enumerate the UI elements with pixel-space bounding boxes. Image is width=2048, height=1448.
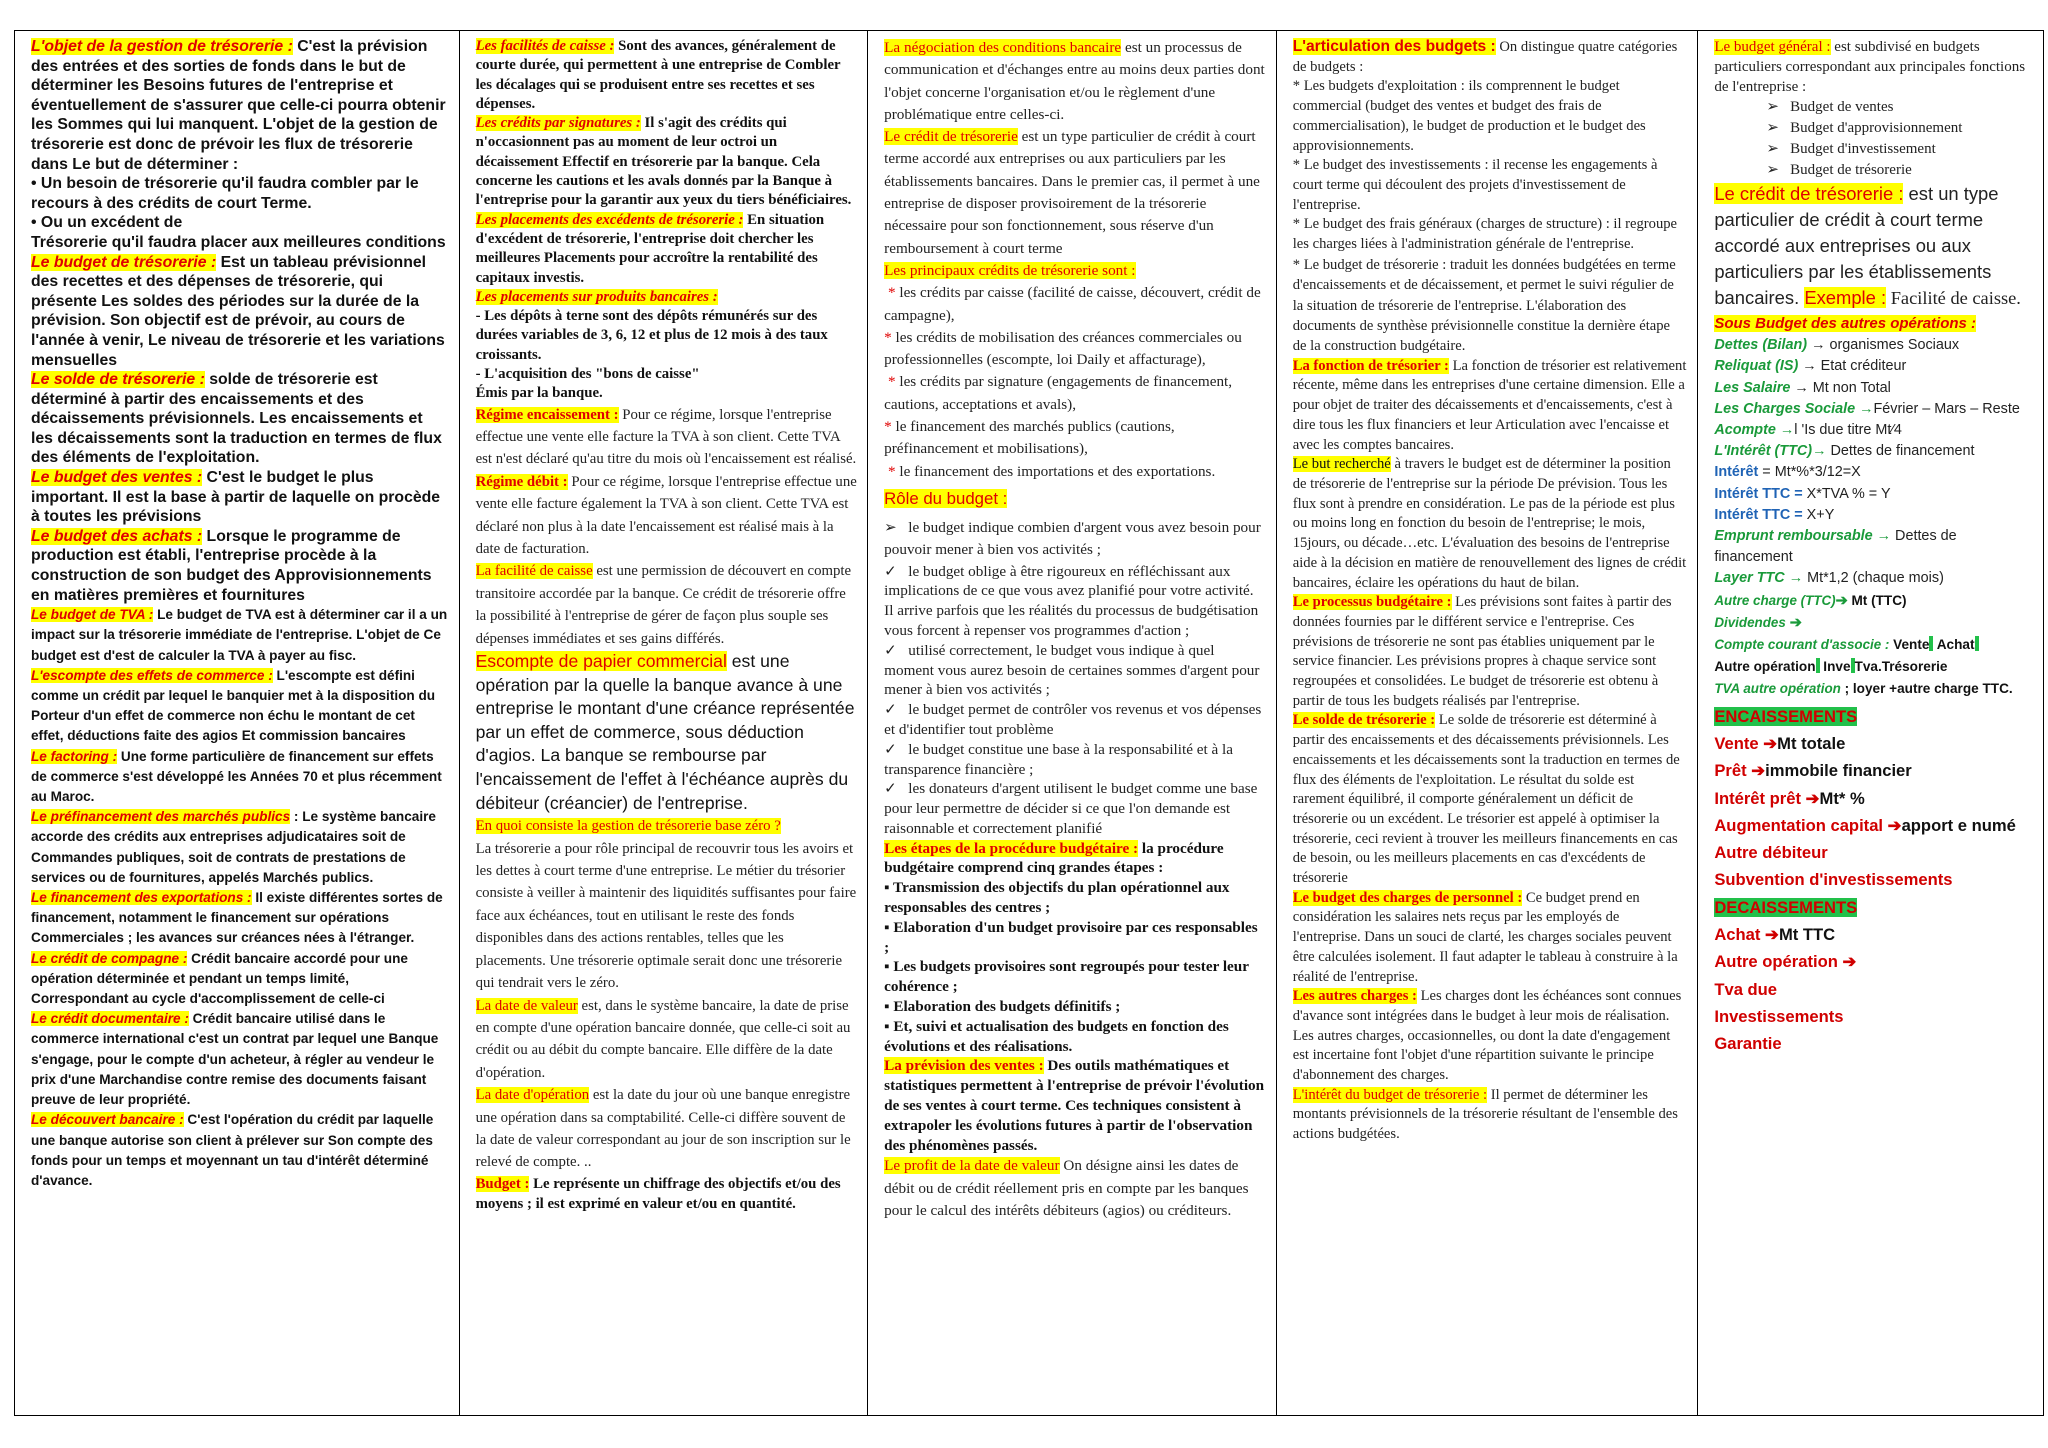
- entry-besoin: [31, 174, 449, 213]
- text-dettes: → organismes Sociaux: [1807, 337, 1960, 354]
- text-processus-budgetaire: Les prévisions sont faites à partir des données fournies par le différent service e l'entreprise. Ces prévisions de trésorerie ne sont pas établies uniquement par le service financier. Les prévisions propres à chaque service sont regroupées et consolidées. Le budget de trésorerie est obtenu à partir de tous les budgets réalisés par l'entreprise.: [1292, 594, 1672, 709]
- row-vente: [1714, 730, 2033, 757]
- text-inve: Inve: [1819, 659, 1851, 675]
- entry-role-heading: [884, 487, 1266, 511]
- row-pret: [1714, 757, 2033, 784]
- text-layer: Mt*1,2 (chaque mois): [1803, 570, 1944, 587]
- list-item: [884, 562, 1266, 641]
- text-budget-tva: Le budget de TVA est à déterminer car il a un impact sur la trésorerie immédiate de l'entreprise. L'objet de Ce budget est d'est de calculer la TVA à payer au fisc.: [31, 607, 448, 663]
- list-item: ➢ Budget d'investissement: [1766, 139, 2033, 160]
- list-item: [884, 740, 1266, 780]
- term-credit-tresorerie-5: Le crédit de trésorerie :: [1714, 183, 1904, 204]
- text-interet-1: = Mt*%*3/12=X: [1758, 464, 1861, 481]
- list-item: * le financement des importations et des exportations.: [884, 462, 1216, 480]
- text-articulation: On distingue quatre catégories de budgets :: [1292, 39, 1678, 75]
- entry-credit-compagne: [31, 949, 449, 1010]
- entry-credit-tresorerie-5: [1714, 181, 2033, 311]
- entry-factoring: [31, 747, 449, 808]
- text-budget-achats: Lorsque le programme de production est établi, l'entreprise procède à la construction de son budget des Approvisionnements en matières premières et fournitures: [31, 527, 432, 604]
- articulation-item-text: * Les budgets d'exploitation : ils comprennent le budget commercial (budget des ventes et budget des frais de commercialisation), le budget de production et le budget des approvisionnements.: [1292, 78, 1646, 154]
- entry-emis-banque: [476, 384, 858, 403]
- etape-item-text: ▪ Elaboration d'un budget provisoire par ces responsables ;: [884, 918, 1258, 956]
- text-interet-pret: Mt* %: [1819, 788, 1865, 808]
- entry-facilite-caisse: [476, 560, 858, 650]
- text-but-recherche: à travers le budget est de déterminer la position de trésorerie de l'entreprise sur la période De prévision. Tous les flux sont à prendre en considération. Le pas de la période est plus ou moins long en fonction du besoin de l'entreprise; le mois, 15jours, ou décade…etc. L'évaluation des besoins de l'entreprise aide à la décision en matière de renouvellement des lignes de crédit bancaires, éclaire les opérations du haut de bilan.: [1292, 456, 1687, 591]
- text-prevision-ventes: Des outils mathématiques et statistiques permettent à l'entreprise de prévoir l'évolution de ses ventes à court terme. Ces techniques consistent à extrapoler les évolutions futures à partir de l'observation des phénomènes passés.: [884, 1057, 1265, 1154]
- text-interet-2: X*TVA % = Y: [1802, 485, 1891, 502]
- text-pret: immobile financier: [1765, 761, 1912, 781]
- arrow-right-icon: ➔: [1765, 925, 1779, 945]
- arrow-right-icon: ➔: [1751, 761, 1766, 781]
- etape-item-text: ▪ Les budgets provisoires sont regroupés pour tester leur cohérence ;: [884, 958, 1249, 996]
- list-item: [884, 1017, 1266, 1057]
- role-item-text: le budget permet de contrôler vos revenus et vos dépenses et d'identifier tout problème: [884, 701, 1262, 738]
- entry-decouvert-bancaire: [31, 1110, 449, 1191]
- entry-etapes: [884, 839, 1266, 879]
- role-item-text: les donateurs d'argent utilisent le budget comme une base pour leur permettre de décider si ce que l'on demande est raisonnable et correctement planifié: [884, 780, 1258, 837]
- text-interet-ttc: Dettes de financement: [1826, 443, 1975, 460]
- arrow-right-icon: ➔: [1835, 592, 1848, 609]
- entry-date-operation: [476, 1084, 858, 1174]
- text-cca-vente: Vente: [1889, 637, 1930, 653]
- text-objet-gestion: C'est la prévision des entrées et des sorties de fonds dans le but de déterminer les Besoins futures de l'entreprise et éventuellement de s'assurer que celle-ci pourra obtenir les Sommes qui lui manquent. L'objet de la gestion de trésorerie est donc de prévoir les flux de trésorerie dans Le but de déterminer :: [31, 38, 446, 173]
- term-negociation: La négociation des conditions bancaire: [884, 39, 1122, 56]
- term-credits-signatures: Les crédits par signatures :: [475, 115, 641, 132]
- entry-solde-tresorerie: [31, 370, 449, 468]
- principal-item-text: le financement des importations et des exportations.: [899, 462, 1216, 480]
- text-financement-exportations: Il existe différentes sortes de financement, notamment le financement sur opérations Commerciales ; les avances sur créances nées à l'étranger.: [31, 890, 443, 946]
- row-emprunt: [1714, 526, 2033, 568]
- articulation-item-text: * Le budget de trésorerie : traduit les données budgétées en terme d'encaissements et de décaissement, et permet le suivi régulier de la situation de trésorerie de l'entreprise. L'élaboration des documents de synthèse prévisionnelle constitue la dernière étape de la construction budgétaire.: [1292, 256, 1676, 355]
- articulation-item-text: * Le budget des investissements : il recense les engagements à court terme qui découlent des projets d'investissement de l'entreprise.: [1292, 157, 1658, 213]
- term-budget-tresorerie: Le budget de trésorerie :: [31, 253, 217, 271]
- entry-negociation: [884, 37, 1266, 126]
- entry-date-valeur: [476, 995, 858, 1085]
- list-item: * les crédits par signature (engagements de financement, cautions, acceptations et avals),: [884, 373, 1233, 413]
- term-budget-general: Le budget général :: [1714, 39, 1831, 55]
- text-budget-tresorerie: Est un tableau prévisionnel des recettes et des dépenses de trésorerie, qui présente Les soldes des périodes sur la durée de la prévision. Son objectif est de prévoir, au cours de l'année à venir, Le niveau de trésorerie et les variations mensuelles: [31, 253, 445, 369]
- check-icon: ✓: [884, 562, 897, 580]
- entry-budget-tva: [31, 605, 449, 666]
- check-icon: ✓: [884, 780, 897, 798]
- text-augmentation-capital: apport e numé: [1901, 815, 2016, 835]
- text-tva-tresorerie: Tva.Trésorerie: [1854, 659, 1948, 675]
- term-budget-tva: Le budget de TVA :: [31, 607, 154, 623]
- etape-item-text: ▪ Et, suivi et actualisation des budgets en fonction des évolutions et des réalisations.: [884, 1017, 1229, 1055]
- principal-item-text: les crédits par caisse (facilité de caisse, découvert, crédit de campagne),: [884, 284, 1261, 324]
- entry-bons-caisse: [476, 365, 858, 384]
- arrow-right-icon: ➔: [1789, 614, 1802, 631]
- term-acompte: Acompte: [1714, 422, 1776, 439]
- text-zero: La trésorerie a pour rôle principal de recouvrir tous les avoirs et les dettes à court terme d'une entreprise. Le métier du trésorier consiste à veiller à maintenir des liquidités suffisantes pour faire face aux échéances, tout en utilisant le reste des fonds disponibles dans des actions rentables, telles que les placements. Une trésorerie optimale serait donc une trésorerie qui tendrait vers le zéro.: [475, 840, 857, 992]
- term-vente: Vente: [1714, 733, 1764, 753]
- term-facilites-caisse: Les facilités de caisse :: [475, 38, 615, 54]
- text-tva-autre: ; loyer +autre charge TTC.: [1840, 681, 2013, 697]
- term-objet-gestion: L'objet de la gestion de trésorerie :: [31, 38, 293, 55]
- term-emprunt: Emprunt remboursable: [1714, 528, 1873, 545]
- row-layer: [1714, 568, 2033, 589]
- term-charges-personnel: Le budget des charges de personnel :: [1292, 889, 1523, 906]
- text-tresorerie-placer: Trésorerie qu'il faudra placer aux meilleures conditions: [31, 233, 446, 251]
- list-item: [884, 700, 1266, 740]
- text-credit-compagne: Crédit bancaire accordé pour une opération déterminée et pendant un temps limité, Correspondant au cycle d'accomplissement de celle-ci: [31, 950, 408, 1007]
- term-regime-debit: Régime débit :: [475, 473, 568, 490]
- role-list: [884, 517, 1266, 839]
- text-interet-budget: Il permet de déterminer les montants prévisionnels de la trésorerie résultant de l'ensemble des actions budgétées.: [1292, 1086, 1678, 1143]
- row-acompte: [1714, 420, 2033, 441]
- text-depots-terme: - Les dépôts à terne sont des dépôts rémunérés sur des durées variables de 3, 6, 12 et plus de 12 mois à des taux croissants.: [475, 308, 828, 363]
- budget-general-list: [1714, 97, 2033, 181]
- entry-regime-encaissement: [476, 404, 858, 471]
- text-factoring: Une forme particulière de financement sur effets de commerce s'est développé les Années 70 et plus récemment au Maroc.: [31, 748, 442, 805]
- text-exemple: Facilité de caisse.: [1886, 288, 2021, 308]
- row-subvention: Subvention d'investissements: [1714, 870, 1953, 890]
- term-budget-ventes: Le budget des ventes :: [31, 469, 203, 487]
- term-interet-budget: L'intérêt du budget de trésorerie :: [1292, 1086, 1488, 1103]
- term-regime-encaissement: Régime encaissement :: [475, 406, 619, 423]
- heading-role-budget: Rôle du budget :: [884, 488, 1008, 508]
- list-item: * le financement des marchés publics (cautions, préfinancement et mobilisations),: [884, 418, 1175, 458]
- text-prefinancement: : Le système bancaire accorde des crédits aux entreprises adjudicataires soit de Commandes publiques, soit de contrats de prestations de services ou de fournitures, appelés Marchés publics.: [31, 809, 436, 885]
- term-budget: Budget :: [475, 1175, 530, 1192]
- text-credit-documentaire: Crédit bancaire utilisé dans le commerce international c'est un contrat par lequel une Banque s'engage, pour le compte d'un acheteur, à régler au vendeur le prix d'une Marchandise contre remise des documents faisant preuve de leur propriété.: [31, 1011, 439, 1108]
- text-bons-caisse: - L'acquisition des "bons de caisse": [475, 366, 700, 383]
- term-but-recherche: Le but recherché: [1292, 456, 1391, 473]
- arrow-right-icon: ➔: [1805, 788, 1820, 808]
- text-charges-personnel: Ce budget prend en considération les salaires nets reçus par les employés de l'entreprise. Dans un souci de clarté, les charges sociales peuvent être calculées isolement. Il faut adapter le tableau à construire à la réalité de l'entreprise.: [1292, 889, 1678, 985]
- term-interet-3: Intérêt TTC =: [1714, 506, 1803, 523]
- term-tva-autre: TVA autre opération: [1714, 681, 1841, 697]
- term-profit-date-valeur: Le profit de la date de valeur: [884, 1157, 1060, 1175]
- entry-processus-budgetaire: [1293, 593, 1688, 711]
- role-item-text: le budget oblige à être rigoureux en réfléchissant aux implications de ce que vous avez planifié pour votre activité. Il arrive parfois que les réalités du processus de budgétisation vous forcent à repenser vos programmes d'action ;: [884, 562, 1259, 639]
- column-5: [1698, 31, 2043, 1415]
- entry-credit-tresorerie: [884, 126, 1266, 260]
- term-budget-achats: Le budget des achats :: [31, 527, 203, 545]
- entry-financement-exportations: [31, 888, 449, 949]
- entry-placements-excedents: [476, 211, 858, 288]
- entry-placements-produits: [476, 288, 858, 307]
- entry-fonction-tresorier: [1293, 357, 1688, 456]
- row-dettes: [1714, 335, 2033, 356]
- label-decaissements: DECAISSEMENTS: [1714, 897, 1858, 917]
- entry-escompte-effets: [31, 666, 449, 747]
- row-interet-formula-1: [1714, 462, 2033, 483]
- heading-encaissements: [1714, 703, 2033, 730]
- text-budget-ventes: C'est le budget le plus important. Il est la base à partir de laquelle on procède à toutes les prévisions: [31, 469, 441, 526]
- term-credit-compagne: Le crédit de compagne :: [31, 950, 188, 966]
- articulation-item-text: * Le budget des frais généraux (charges de structure) : il regroupe les charges liées à l'administration générale de l'entreprise.: [1292, 216, 1678, 253]
- text-autre-charge: Mt (TTC): [1847, 592, 1907, 608]
- check-icon: ✓: [884, 641, 897, 659]
- text-vente: Mt totale: [1777, 733, 1846, 753]
- list-item: ➢ Budget d'approvisionnement: [1766, 118, 2033, 139]
- text-budget-general: est subdivisé en budgets particuliers correspondant aux principales fonctions de l'entreprise :: [1714, 39, 2026, 95]
- role-item-text: utilisé correctement, le budget vous indique à quel moment vous aurez besoin de certaines sommes d'argent pour mener à bien vos activités ;: [884, 641, 1260, 699]
- entry-budget-ventes: [31, 468, 449, 527]
- term-date-operation: La date d'opération: [475, 1087, 590, 1104]
- term-solde-tresorerie: Le solde de trésorerie :: [31, 371, 205, 389]
- arrow-right-icon: →: [1775, 422, 1795, 439]
- term-placements-produits: Les placements sur produits bancaires :: [475, 288, 718, 305]
- entry-budget: [476, 1174, 858, 1215]
- entry-charges-personnel: [1293, 889, 1688, 988]
- row-dividendes: [1714, 612, 2033, 634]
- role-item-text: le budget constitue une base à la responsabilité et à la transparence financière ;: [884, 740, 1234, 778]
- term-etapes: Les étapes de la procédure budgétaire :: [884, 839, 1139, 857]
- text-negociation: est un processus de communication et d'échanges entre au moins deux parties dont l'objet concerne l'organisation et/ou le règlement d'une problématique entre celles-ci.: [884, 39, 1265, 123]
- row-autre-operation-dec: [1714, 948, 2033, 975]
- entry-budget-general: [1714, 37, 2033, 97]
- row-reliquat: [1714, 356, 2033, 377]
- text-budget: Le représente un chiffrage des objectifs et/ou des moyens ; il est exprimé en valeur et/ou en quantité.: [475, 1175, 841, 1213]
- text-acompte: l 'Is due titre Mt⁄4: [1794, 422, 1902, 439]
- text-decouvert-bancaire: C'est l'opération du crédit par laquelle une banque autorise son client à prélever sur Son compte des fonds pour un temps et moyennant un tau d'intérêt déterminé d'avance.: [31, 1112, 434, 1188]
- row-achat: [1714, 921, 2033, 948]
- entry-budget-achats: [31, 527, 449, 605]
- row-autre-debiteur: Autre débiteur: [1714, 843, 1828, 863]
- list-item: [884, 878, 1266, 918]
- term-date-valeur: La date de valeur: [475, 997, 578, 1014]
- term-interet-pret: Intérêt prêt: [1714, 788, 1806, 808]
- entry-prefinancement: [31, 807, 449, 888]
- entry-zero-text: [476, 838, 858, 995]
- check-icon: ✓: [884, 701, 897, 719]
- text-date-valeur: est, dans le système bancaire, la date de prise en compte d'une opération bancaire donnée, que celle-ci soit au crédit ou au débit du compte bancaire. Elle diffère de la date d'opération.: [475, 997, 851, 1081]
- text-date-operation: est la date du jour où une banque enregistre une opération dans sa comptabilité. Celle-ci diffère souvent de la date de valeur correspondant au jour de son inscription sur le relevé de compte. ..: [475, 1087, 851, 1171]
- principal-item-text: les crédits par signature (engagements de financement, cautions, acceptations et avals),: [884, 373, 1233, 413]
- arrow-bullet-icon: ➢: [884, 518, 897, 536]
- term-autres-charges: Les autres charges :: [1292, 988, 1417, 1005]
- column-2: [460, 31, 869, 1415]
- list-item: * les crédits de mobilisation des créances commerciales ou professionnelles (escompte, loi Daily et affacturage),: [884, 328, 1242, 369]
- term-factoring: Le factoring :: [31, 748, 118, 764]
- text-charges-sociales: Février – Mars – Reste: [1873, 400, 2020, 417]
- term-reliquat: Reliquat (IS): [1714, 358, 1799, 375]
- row-tva-due: Tva due: [1714, 979, 1778, 999]
- text-regime-encaissement: Pour ce régime, lorsque l'entreprise effectue une vente elle facture la TVA à son client. Cette TVA est n'est déclaré qu'au titre du mois où l'encaissement est réalisé.: [475, 406, 857, 468]
- entry-credits-signatures: [476, 114, 858, 210]
- entry-budget-tresorerie: [31, 253, 449, 371]
- term-autre-charge: Autre charge (TTC): [1714, 592, 1836, 608]
- entry-prevision-ventes: [884, 1056, 1266, 1155]
- text-besoin: • Un besoin de trésorerie qu'il faudra combler par le recours à des crédits de court Terme.: [31, 175, 419, 212]
- term-processus-budgetaire: Le processus budgétaire :: [1292, 594, 1452, 611]
- row-interet-formula-2: [1714, 484, 2033, 505]
- term-facilite-caisse: La facilité de caisse: [475, 563, 593, 580]
- arrow-right-icon: →: [1784, 570, 1804, 587]
- list-item: [884, 997, 1266, 1017]
- term-prevision-ventes: La prévision des ventes :: [884, 1057, 1044, 1075]
- encaissements-block: [1714, 703, 2033, 1058]
- cheat-sheet-table: [14, 30, 2044, 1416]
- entry-solde-tresorerie-2: [1293, 711, 1688, 888]
- text-reliquat: → Etat créditeur: [1798, 358, 1907, 375]
- row-interet-pret: [1714, 785, 2033, 812]
- term-layer: Layer TTC: [1714, 570, 1785, 587]
- row-charges-sociales: [1714, 399, 2033, 420]
- term-sous-budget: Sous Budget des autres opérations :: [1714, 315, 1977, 332]
- term-pret: Prêt: [1714, 761, 1752, 781]
- term-achat: Achat: [1714, 925, 1766, 945]
- term-articulation: L'articulation des budgets :: [1292, 38, 1496, 55]
- list-item: [1293, 255, 1688, 357]
- principal-item-text: le financement des marchés publics (cautions, préfinancement et mobilisations),: [884, 418, 1175, 458]
- term-interet-1: Intérêt: [1714, 464, 1759, 481]
- row-salaire: [1714, 378, 2033, 399]
- entry-regime-debit: [476, 471, 858, 561]
- term-salaire: Les Salaire: [1714, 379, 1791, 396]
- term-charges-sociales: Les Charges Sociale: [1714, 400, 1856, 417]
- term-financement-exportations: Le financement des exportations :: [31, 890, 252, 906]
- etape-item-text: ▪ Transmission des objectifs du plan opérationnel aux responsables des centres ;: [884, 879, 1230, 917]
- term-solde-tresorerie-2: Le solde de trésorerie :: [1292, 712, 1436, 729]
- text-salaire: → Mt non Total: [1790, 379, 1891, 396]
- row-autre-charge: [1714, 590, 2033, 612]
- principal-item-text: les crédits de mobilisation des créances commerciales ou professionnelles (escompte, loi Daily et affacturage),: [884, 328, 1242, 369]
- text-facilite-caisse: est une permission de découvert en compte transitoire accordée par la banque. Ce crédit de trésorerie offre la possibilité à l'entreprise de gérer de façon plus souple ses dépenses immédiates et ses gains différés.: [475, 563, 852, 647]
- list-item: [1293, 156, 1688, 215]
- text-autres-charges: Les charges dont les échéances sont connues d'avance sont intégrées dans le budget à leur mois de réalisation. Les autres charges, occasionnelles, ou dont la date d'engagement est incertaine font l'objet d'une répartition suivante le principe d'abonnement des charges.: [1292, 988, 1682, 1084]
- term-zero-question: En quoi consiste la gestion de trésorerie base zéro ?: [475, 818, 781, 835]
- text-achat: Mt TTC: [1778, 925, 1836, 945]
- heading-principaux-credits: Les principaux crédits de trésorerie sont :: [884, 261, 1136, 279]
- arrow-right-icon: ➔: [1763, 733, 1778, 753]
- term-dividendes: Dividendes: [1714, 614, 1786, 630]
- arrow-right-icon: →: [1872, 528, 1892, 545]
- etape-item-text: ▪ Elaboration des budgets définitifs ;: [884, 998, 1121, 1016]
- term-autre-operation-dec: Autre opération: [1714, 952, 1843, 972]
- term-escompte-papier: Escompte de papier commercial: [475, 651, 727, 672]
- list-item: ➢ Budget de trésorerie: [1766, 160, 2033, 181]
- heading-sous-budget: [1714, 313, 2033, 335]
- arrow-right-icon: →: [1812, 443, 1827, 460]
- green-marker: [1975, 636, 1979, 651]
- list-item: [884, 517, 1266, 562]
- text-regime-debit: Pour ce régime, lorsque l'entreprise effectue une vente elle facture également la TVA à son client. Cette TVA est déclaré non plus à la date l'encaissement est réalisé mais à la date de facturation.: [475, 473, 857, 558]
- term-fonction-tresorier: La fonction de trésorier :: [1292, 357, 1449, 374]
- list-item: [884, 957, 1266, 997]
- row-investissements: Investissements: [1714, 1006, 1844, 1026]
- term-credit-tresorerie: Le crédit de trésorerie: [884, 128, 1018, 146]
- text-credit-tresorerie-5: est un type particulier de crédit à court terme accordé aux entreprises ou aux particuliers par les établissements bancaires.: [1714, 183, 1999, 308]
- row-compte-courant: [1714, 634, 2033, 656]
- entry-objet-gestion: [31, 37, 449, 174]
- text-solde-tresorerie: solde de trésorerie est déterminé à partir des encaissements et des décaissements prévisionnels. Les encaissements et les décaissements sont la traduction en termes de flux des éléments de l'exploitation.: [31, 371, 442, 467]
- text-credit-tresorerie: est un type particulier de crédit à court terme accordé aux entreprises ou aux particuliers par les établissements bancaires. Dans le premier cas, il permet à une entreprise de disposer provisoirement de la trésorerie nécessaire pour son fonctionnement, sous réserve d'un remboursement à court terme: [884, 128, 1260, 257]
- row-augmentation-capital: [1714, 812, 2033, 839]
- entry-depots-terme: [476, 307, 858, 365]
- text-escompte-effets: L'escompte est défini comme un crédit par lequel le banquier met à la disposition du Porteur d'un effet de commerce non échu le montant de cet effet, déductions faite des agios Et commission bancaires: [31, 667, 436, 744]
- row-garantie: Garantie: [1714, 1034, 1782, 1054]
- term-compte-courant: Compte courant d'associe :: [1714, 637, 1890, 653]
- text-cca-achat: Achat: [1933, 637, 1975, 653]
- entry-profit-date-valeur: [884, 1155, 1266, 1222]
- arrow-right-icon: ➔: [1887, 815, 1902, 835]
- text-emis-banque: Émis par la banque.: [475, 385, 603, 402]
- entry-principaux-heading: [884, 260, 1266, 282]
- arrow-right-icon: ➔: [1842, 952, 1857, 972]
- term-augmentation-capital: Augmentation capital: [1714, 815, 1888, 835]
- list-item: [1293, 77, 1688, 156]
- list-item: [884, 641, 1266, 700]
- term-prefinancement: Le préfinancement des marchés publics: [31, 809, 291, 825]
- row-autre-operation: [1714, 656, 2033, 678]
- label-encaissements: ENCAISSEMENTS: [1714, 706, 1858, 726]
- row-interet-formula-3: [1714, 505, 2033, 526]
- entry-but-recherche: [1293, 455, 1688, 593]
- entry-interet-budget: [1293, 1086, 1688, 1145]
- text-excedent: • Ou un excédent de: [31, 214, 183, 232]
- term-credit-documentaire: Le crédit documentaire :: [31, 1011, 189, 1027]
- text-emprunt: Dettes de financement: [1714, 528, 1957, 566]
- text-etapes: la procédure budgétaire comprend cinq grandes étapes :: [884, 839, 1224, 877]
- role-item-text: le budget indique combien d'argent vous avez besoin pour pouvoir mener à bien vos activités ;: [884, 518, 1261, 559]
- row-interet-ttc: [1714, 441, 2033, 462]
- term-escompte-effets: L'escompte des effets de commerce :: [31, 667, 273, 683]
- text-profit-date-valeur: On désigne ainsi les dates de débit ou de crédit réellement pris en compte par les banques pour le calcul des intérêts débiteurs (agios) ou créditeurs.: [884, 1157, 1249, 1220]
- term-interet-2: Intérêt TTC =: [1714, 485, 1803, 502]
- entry-zero-question: [476, 815, 858, 837]
- term-dettes: Dettes (Bilan): [1714, 337, 1808, 354]
- list-item: [884, 779, 1266, 838]
- list-item: [1293, 215, 1688, 254]
- entry-articulation: [1293, 37, 1688, 77]
- text-placements-excedents: En situation d'excédent de trésorerie, l'entreprise doit chercher les meilleures Placements pour accroître la rentabilité des capitaux investis.: [475, 211, 825, 286]
- list-item: [884, 918, 1266, 958]
- heading-decaissements: [1714, 894, 2033, 921]
- column-4: [1277, 31, 1699, 1415]
- list-item: ➢ Budget de ventes: [1766, 97, 2033, 118]
- text-solde-tresorerie-2: Le solde de trésorerie est déterminé à partir des encaissements et des décaissements prévisionnels. Les encaissements et les décaissements sont la traduction en termes de flux des éléments de l'exploitation. Le résultat du solde est rarement équilibré, il comporte généralement un déficit de trésorerie ou un excédent. Le trésorier est appelé à optimiser la trésorerie, ceci revient à trouver les meilleurs financements en cas de besoin, ou les meilleurs placements en cas d'excédents de trésorerie: [1292, 712, 1680, 887]
- entry-autres-charges: [1293, 987, 1688, 1086]
- term-placements-excedents: Les placements des excédents de trésorerie :: [475, 211, 744, 228]
- column-1: [15, 31, 460, 1415]
- text-facilites-caisse: Sont des avances, généralement de courte durée, qui permettent à une entreprise de Combler les décalages qui se produisent entre ses recettes et ses dépenses.: [475, 38, 841, 112]
- text-interet-3: X+Y: [1802, 506, 1835, 523]
- entry-facilites-caisse: [476, 37, 858, 114]
- column-3: [868, 31, 1277, 1415]
- text-credits-signatures: Il s'agit des crédits qui n'occasionnent pas au moment de leur octroi un décaissement Effectif en trésorerie par la banque. Cela concerne les cautions et les avals donnés par la Banque à l'entreprise pour la garantir aux yeux du tiers bénéficiaires.: [475, 115, 852, 209]
- entry-credit-documentaire: [31, 1009, 449, 1110]
- list-item: * les crédits par caisse (facilité de caisse, découvert, crédit de campagne),: [884, 284, 1261, 324]
- check-icon: ✓: [884, 740, 897, 758]
- entry-tresorerie-placer: [31, 233, 449, 253]
- text-autre-operation: Autre opération: [1714, 659, 1816, 675]
- entry-excedent: [31, 213, 449, 233]
- text-fonction-tresorier: La fonction de trésorier est relativement récente, même dans les entreprises d'une certaine dimension. Elle a pour objet de traiter des décaissements et d'encaissements, c'est à dire tous les flux financiers et leur Articulation avec l'encaisse et avec les comptes bancaires.: [1292, 357, 1687, 453]
- term-decouvert-bancaire: Le découvert bancaire :: [31, 1112, 184, 1128]
- text-escompte-papier: est une opération par la quelle la banque avance à une entreprise le montant d'une créance représentée par un effet de commerce, sous déduction d'agios. La banque se rembourse par l'encaissement de l'effet à l'échéance auprès du débiteur (créancier) de l'entreprise.: [475, 651, 855, 813]
- term-exemple: Exemple :: [1804, 287, 1887, 308]
- arrow-right-icon: →: [1855, 400, 1874, 417]
- entry-escompte-papier: [476, 650, 858, 815]
- row-tva-autre: [1714, 678, 2033, 700]
- term-interet-ttc: L'Intérêt (TTC): [1714, 443, 1813, 460]
